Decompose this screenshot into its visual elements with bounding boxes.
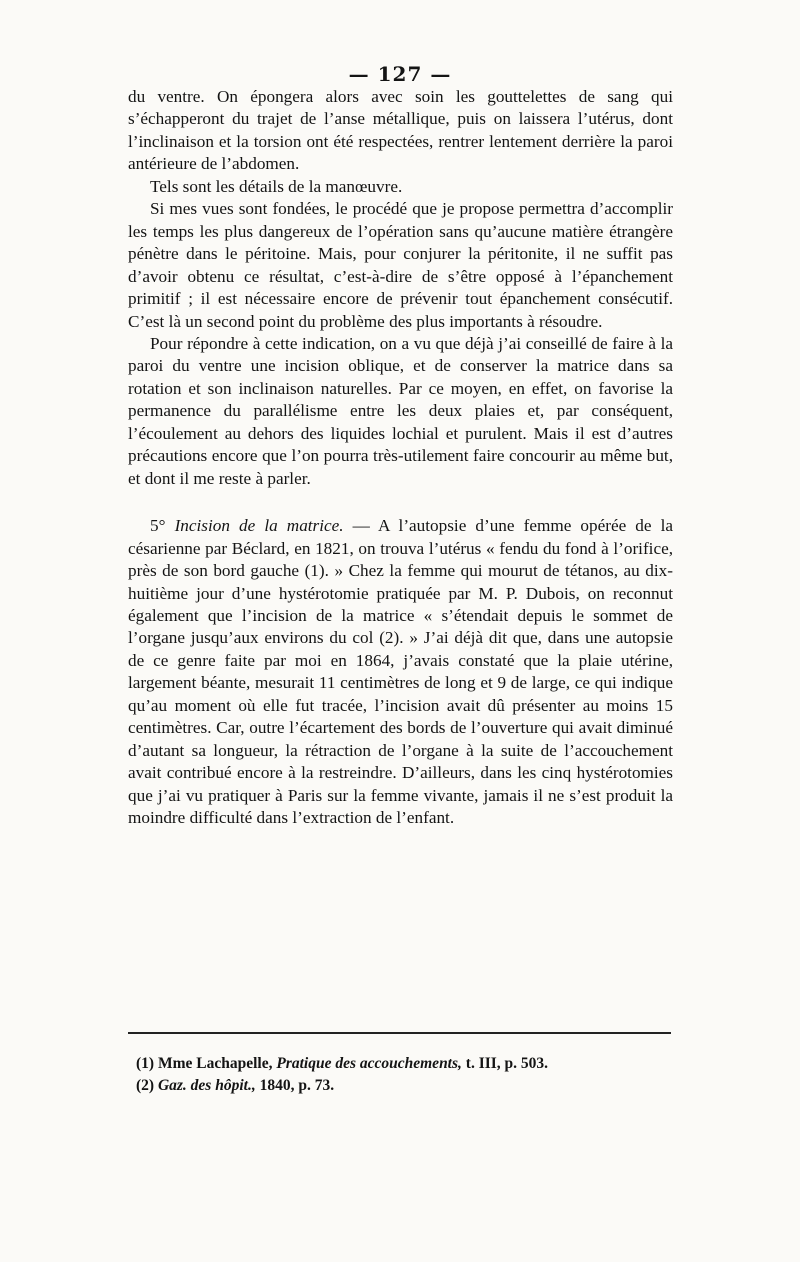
footnote-author: Mme Lachapelle, bbox=[157, 1055, 273, 1072]
section-number: 5° bbox=[150, 516, 166, 536]
footnote-work: Pratique des accouchements, bbox=[276, 1055, 462, 1072]
main-text bbox=[128, 86, 673, 830]
page-number: — 127 — bbox=[348, 62, 452, 86]
paragraph-1: du ventre. On épongera alors avec soin les gouttelettes de sang qui s’échapperont du trajet de l’anse métallique, puis on laissera l’utérus, dont l’inclinaison et la torsion ont été respectées, rentrer lentement derrière la paroi antérieure de l’abdomen. bbox=[128, 87, 673, 174]
paragraph-4: Pour répondre à cette indication, on a vu que déjà j’ai conseillé de faire à la paroi du ventre une incision oblique, et de conserver la matrice dans sa rotation et son inclinaison naturelles. Par ce moyen, en effet, on favorise la permanence du parallélisme entre les deux plaies et, par conséquent, l’écoulement au dehors des liquides lochial et purulent. Mais il est d’autres précautions encore que l’on pourra très-utilement faire concourir au même but, et dont il me reste à parler. bbox=[128, 333, 673, 488]
section-text: — A l’autopsie d’une femme opérée de la césarienne par Béclard, en 1821, on trouva l’utérus « fendu du fond à l’orifice, près de son bord gauche (1). » Chez la femme qui mourut de tétanos, au dix-huitième jour d’une hystérotomie pratiquée par M. P. Dubois, on reconnut également que l’incision de la matrice « s’étendait depuis le sommet de l’organe jusqu’aux environs du col (2). » J’ai déjà dit que, dans une autopsie de ce genre faite par moi en 1864, j’avais constaté que la plaie utérine, largement béante, mesurait 11 centimètres de long et 9 de large, ce qui indique qu’au moment où elle fut tracée, l’incision avait dû présenter au moins 15 centimètres. Car, outre l’écartement des bords de l’ouverture qui avait diminué d’autant sa longueur, la rétraction de l’organe à la suite de l’accouchement avait contribué encore à la restreindre. D’ailleurs, dans les cinq hystérotomies que j’ai vu pratiquer à Paris sur la femme vivante, jamais il ne s’est produit la moindre difficulté dans l’extraction de l’enfant. bbox=[128, 516, 674, 828]
section-title: Incision de la matrice. bbox=[174, 516, 344, 536]
footnote-ref: t. III, p. 503. bbox=[465, 1055, 549, 1072]
footnote-work: Gaz. des hôpit., bbox=[157, 1077, 256, 1094]
footnote-2 bbox=[136, 1075, 676, 1097]
footnote-divider bbox=[128, 1032, 671, 1034]
footnote-ref: 1840, p. 73. bbox=[259, 1077, 335, 1094]
footnote-marker: (1) bbox=[136, 1055, 155, 1072]
section-paragraph bbox=[128, 515, 673, 829]
footnote-1 bbox=[136, 1053, 676, 1075]
footnotes bbox=[136, 1053, 676, 1097]
paragraph-2: Tels sont les détails de la manœuvre. bbox=[150, 176, 403, 196]
paragraph-3: Si mes vues sont fondées, le procédé que je propose permettra d’accomplir les temps les plus dangereux de l’opération sans qu’aucune matière étrangère pénètre dans le péritoine. Mais, pour conjurer la péritonite, il ne suffit pas d’avoir obtenu ce résultat, c’est-à-dire de s’être opposé à l’épanchement primitif ; il est nécessaire encore de prévenir tout épanchement consécutif. C’est là un second point du problème des plus importants à résoudre. bbox=[128, 199, 673, 331]
footnote-marker: (2) bbox=[136, 1077, 155, 1094]
